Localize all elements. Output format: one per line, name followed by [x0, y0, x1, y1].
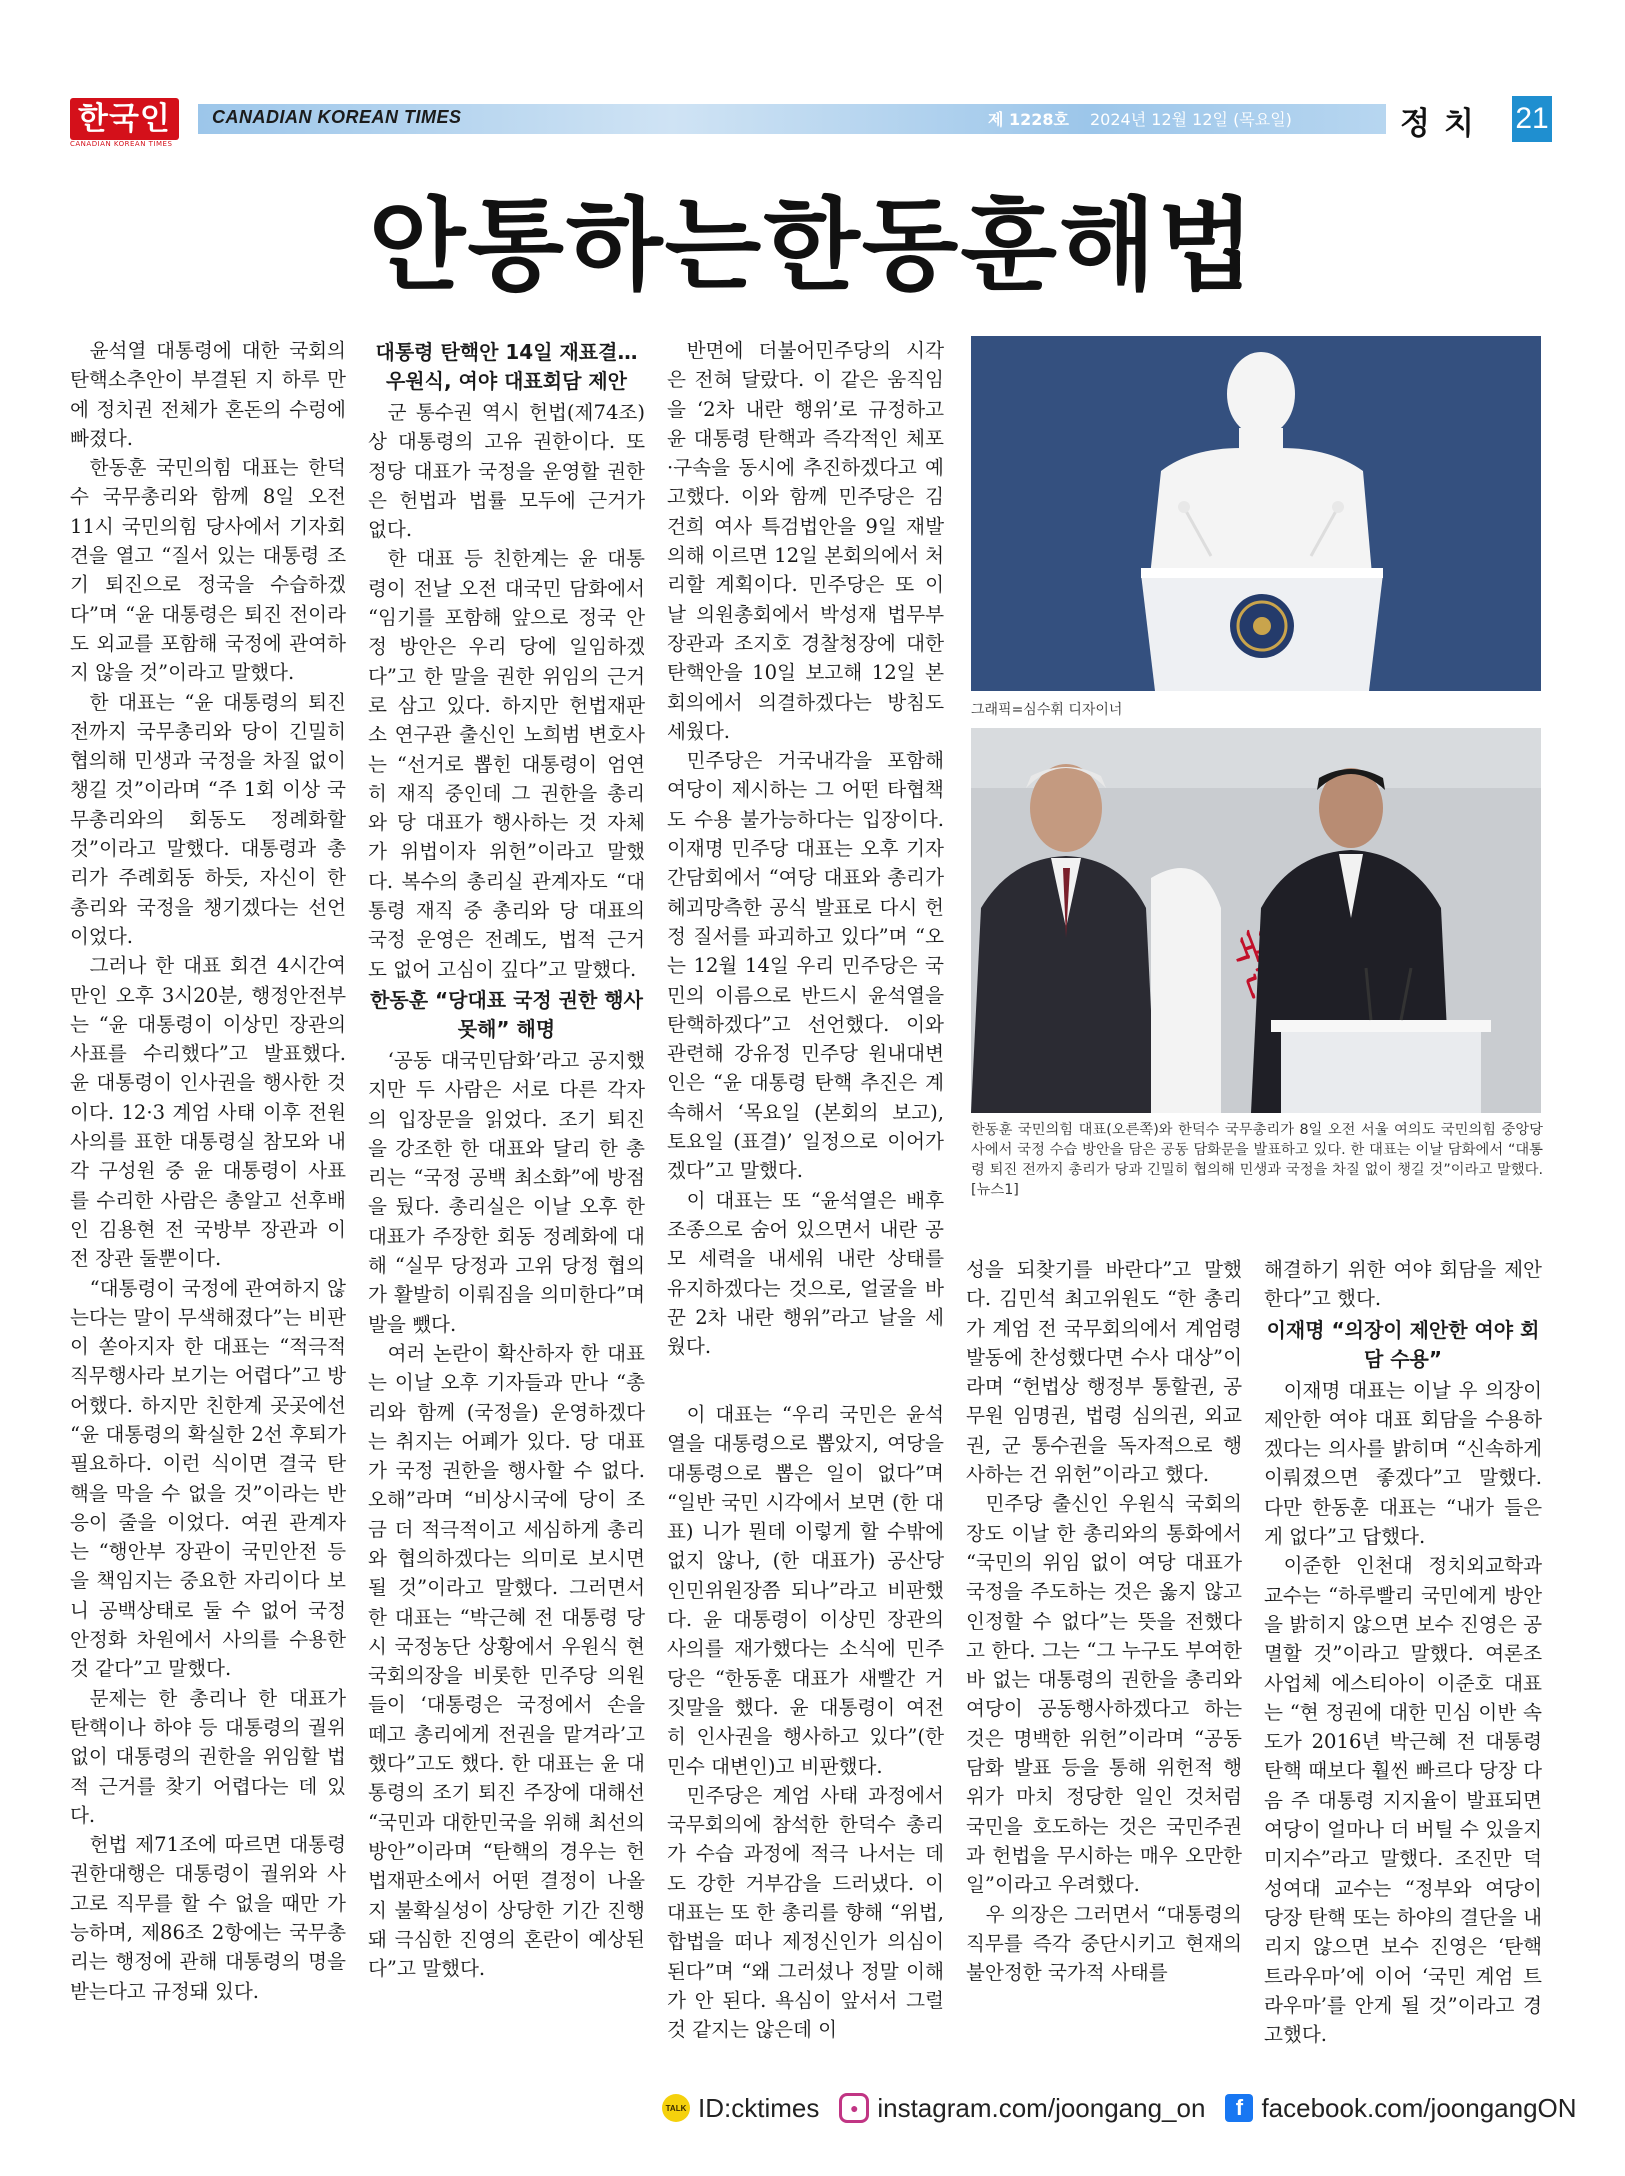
press-conference-scene [971, 728, 1541, 1113]
masthead [70, 96, 1560, 148]
brand-name: CANADIAN KOREAN TIMES [212, 107, 462, 127]
paragraph: 성을 되찾기를 바란다”고 말했다. 김민석 최고위원도 “한 총리가 계엄 전 국무회의에서 계엄령 발동에 찬성했다면 수사 대상”이라며 “헌법상 행정부 통할권, 공무원 임명권, 법령 심의권, 외교권, 군 통수권을 독자적으로 행사하는 건 위헌”이라고 했다. [966, 1258, 1242, 1487]
instagram-link[interactable]: instagram.com/joongang_on [877, 2092, 1206, 2123]
paragraph: 이재명 대표는 이날 우 의장이 제안한 여야 대표 회담을 수용하겠다는 의사를 밝히며 “신속하게 이뤄졌으면 좋겠다”고 말했다. 다만 한동훈 대표는 “내가 들은 게 없다”고 답했다. [1264, 1378, 1542, 1549]
paragraph: 우 의장은 그러면서 “대통령의 직무를 즉각 중단시키고 현재의 불안정한 국가적 사태를 [966, 1902, 1242, 1985]
article-column-1 [70, 336, 346, 2006]
paragraph: 윤석열 대통령에 대한 국회의 탄핵소추안이 부결된 지 하루 만에 정치권 전체가 혼돈의 수렁에 빠졌다. [70, 339, 346, 450]
paragraph: 이준한 인천대 정치외교학과 교수는 “하루빨리 국민에게 방안을 밝히지 않으면 보수 진영은 공멸할 것”이라고 말했다. 여론조사업체 에스티아이 이준호 대표는 “현 정권에 대한 민심 이반 속도가 2016년 박근혜 전 대통령 탄핵 때보다 훨씬 빠르다 당장 다음 주 대통령 지지율이 발표되면 여당이 얼마나 더 버틸 수 있을지 미지수”라고 말했다. 조진만 덕성여대 교수는 “정부와 여당이 당장 탄핵 또는 하야의 결단을 내리지 않으면 보수 진영은 ‘탄핵 트라우마’에 이어 ‘국민 계엄 트라우마’를 안게 될 것”이라고 경고했다. [1264, 1554, 1542, 2047]
paragraph: 여러 논란이 확산하자 한 대표는 이날 오후 기자들과 만나 “총리와 함께 (국정을) 운영하겠다는 취지는 어폐가 있다. 당 대표가 국정 권한을 행사할 수 없다. 오해”라며 “비상시국에 당이 조금 더 적극적이고 세심하게 총리와 협의하겠다는 의미로 보시면 될 것”이라고 말했다. 그러면서 한 대표는 “박근혜 전 대통령 당시 국정농단 상황에서 우원식 현 국회의장을 비롯한 민주당 의원들이 ‘대통령은 국정에서 손을 떼고 총리에게 전권을 맡겨라’고 했다”고도 했다. 한 대표는 윤 대통령의 조기 퇴진 주장에 대해선 “국민과 대한민국을 위해 최선의 방안”이라며 “탄핵의 경우는 헌법재판소에서 어떤 결정이 나올지 불확실성이 상당한 기간 진행돼 극심한 진영의 혼란이 예상된다”고 말했다. [368, 1341, 645, 1981]
article-column-3-bottom [667, 1400, 944, 2045]
subheading: 이재명 “의장이 제안한 여야 회담 수용” [1266, 1317, 1540, 1371]
paragraph: 반면에 더불어민주당의 시각은 전혀 달랐다. 이 같은 움직임을 ‘2차 내란 행위’로 규정하고 윤 대통령 탄핵과 즉각적인 체포·구속을 동시에 추진하겠다고 예고했다. 이와 함께 민주당은 김건희 여사 특검법안을 9일 재발의해 이르면 12일 본회의에서 처리할 계획이다. 민주당은 또 이날 의원총회에서 박성재 법무부 장관과 조지호 경찰청장에 대한 탄핵안을 10일 보고해 12일 본회의에서 의결하겠다는 방침도 세웠다. [667, 339, 944, 743]
logo-subtitle: CANADIAN KOREAN TIMES [70, 140, 173, 148]
newspaper-logo[interactable] [70, 96, 179, 142]
headline: 안통하는한동훈해법 [368, 187, 1257, 304]
paragraph: 민주당 출신인 우원식 국회의장도 이날 한 총리와의 통화에서 “국민의 위임 없이 여당 대표가 국정을 주도하는 것은 옳지 않고 인정할 수 없다”는 뜻을 전했다고 한다. 그는 “그 누구도 부여한 바 없는 대통령의 권한을 총리와 여당이 공동행사하겠다고 하는 것은 명백한 위헌”이라며 “공동담화 발표 등을 통해 위헌적 행위가 마치 정당한 일인 것처럼 국민을 호도하는 것은 국민주권과 헌법을 무시하는 매우 오만한 일”이라고 우려했다. [966, 1492, 1242, 1897]
paragraph: ‘공동 대국민담화’라고 공지했지만 두 사람은 서로 다른 각자의 입장문을 읽었다. 조기 퇴진을 강조한 한 대표와 달리 한 총리는 “국정 공백 최소화”에 방점을 뒀다. 총리실은 이날 오후 한 대표가 주장한 회동 정례화에 대해 “실무 당정과 고위 당정 협의가 활발히 이뤄짐을 의미한다”며 발을 뺐다. [368, 1048, 645, 1336]
article-column-3-top [667, 336, 944, 1361]
instagram-icon[interactable]: ● [839, 2093, 869, 2123]
facebook-link[interactable]: facebook.com/joongangON [1261, 2092, 1577, 2123]
article-column-4 [966, 1255, 1242, 1987]
subheading: 대통령 탄핵안 14일 재표결… 우원식, 여야 대표회담 제안 [375, 340, 638, 393]
silhouette-graphic [971, 336, 1541, 691]
kakao-id[interactable]: ID:cktimes [698, 2092, 820, 2123]
paragraph: 문제는 한 총리나 한 대표가 탄핵이나 하야 등 대통령의 궐위 없이 대통령의 권한을 위임할 법적 근거를 찾기 어렵다는 데 있다. [70, 1686, 346, 1827]
page-number: 21 [1512, 96, 1552, 142]
facebook-icon[interactable]: f [1225, 2094, 1253, 2122]
paragraph: 이 대표는 또 “윤석열은 배후 조종으로 숨어 있으면서 내란 공모 세력을 내세워 내란 상태를 유지하겠다는 것으로, 얼굴을 바꾼 2차 내란 행위”라고 날을 세웠다. [667, 1188, 944, 1359]
photo-caption: 한동훈 국민의힘 대표(오른쪽)와 한덕수 국무총리가 8일 오전 서울 여의도 국민의힘 중앙당사에서 국정 수습 방안을 담은 공동 담화문을 발표하고 있다. 한 대표는 이날 담화에서 “대통령 퇴진 전까지 총리가 당과 긴밀히 협의해 민생과 국정을 차질 없이 챙길 것”이라고 말했다. [뉴스1] [971, 1122, 1543, 1198]
paragraph: 한동훈 국민의힘 대표는 한덕수 국무총리와 함께 8일 오전 11시 국민의힘 당사에서 기자회견을 열고 “질서 있는 대통령 조기 퇴진으로 정국을 수습하겠다”며 “윤 대통령은 퇴진 전이라도 외교를 포함해 국정에 관여하지 않을 것”이라고 말했다. [70, 456, 346, 685]
paragraph: 민주당은 거국내각을 포함해 여당이 제시하는 그 어떤 타협책도 수용 불가능하다는 입장이다. 이재명 민주당 대표는 오후 기자간담회에서 “여당 대표와 총리가 헤괴망측한 공식 발표로 다시 헌정 질서를 파괴하고 있다”며 “오는 12월 14일 우리 민주당은 국민의 이름으로 반드시 윤석열을 탄핵하겠다”고 선언했다. 이와 관련해 강유정 민주당 원내대변인은 “윤 대통령 탄핵 추진은 계속해서 ‘목요일 (본회의 보고), 토요일 (표결)’ 일정으로 이어가겠다”고 말했다. [667, 749, 944, 1183]
paragraph: “대통령이 국정에 관여하지 않는다는 말이 무색해졌다”는 비판이 쏟아지자 한 대표는 “적극적 직무행사라 보기는 어렵다”고 방어했다. 하지만 친한계 곳곳에선 “윤 대통령의 확실한 2선 후퇴가 필요하다. 이런 식이면 결국 탄핵을 막을 수 없을 것”이라는 반응이 줄을 이었다. 여권 관계자는 “행안부 장관이 국민안전 등을 책임지는 중요한 자리이다 보니 공백상태로 둘 수 없어 국정안정화 차원에서 사의를 수용한 것 같다”고 말했다. [70, 1276, 346, 1681]
graphic-credit: 그래픽=심수휘 디자이너 [971, 702, 1123, 718]
subheading: 한동훈 “당대표 국정 권한 행사못해” 해명 [370, 987, 643, 1041]
paragraph: 민주당은 계엄 사태 과정에서 국무회의에 참석한 한덕수 총리가 수습 과정에 적극 나서는 데도 강한 거부감을 드러냈다. 이 대표는 또 한 총리를 향해 “위법, 합법을 떠나 제정신인가 의심이 된다”며 “왜 그러셨나 정말 이해가 안 된다. 욕심이 앞서서 그럴 것 같지는 않은데 이 [667, 1783, 944, 2042]
paragraph: 해결하기 위한 여야 회담을 제안한다”고 했다. [1264, 1258, 1542, 1311]
presidential-podium-illustration [971, 336, 1541, 691]
logo-text: 한국인 [70, 98, 179, 140]
issue-number: 제 1228호 [988, 110, 1070, 129]
issue-date: 2024년 12월 12일 (목요일) [1090, 110, 1292, 129]
paragraph: 이 대표는 “우리 국민은 윤석열을 대통령으로 뽑았지, 여당을 대통령으로 뽑은 일이 없다”며 “일반 국민 시각에서 보면 (한 대표) 니가 뭔데 이렇게 할 수밖에 없지 않나, (한 대표가) 공산당 인민위원장쯤 되나”라고 비판했다. 윤 대통령이 이상민 장관의 사의를 재가했다는 소식에 민주당은 “한동훈 대표가 새빨간 거짓말을 했다. 윤 대통령이 여전히 인사권을 행사하고 있다”(한민수 대변인)고 비판했다. [667, 1403, 944, 1778]
social-footer [662, 2092, 1597, 2124]
article-column-2 [368, 336, 645, 1983]
paragraph: 한 대표 등 친한계는 윤 대통령이 전날 오전 대국민 담화에서 “임기를 포함해 앞으로 정국 안정 방안은 우리 당에 일임하겠다”고 한 말을 권한 위임의 근거로 삼고 있다. 하지만 헌법재판소 연구관 출신인 노희범 변호사는 “선거로 뽑힌 대통령이 엄연히 재직 중인데 그 권한을 총리와 당 대표가 행사하는 것 자체가 위법이자 위헌”이라고 말했다. 복수의 총리실 관계자도 “대통령 재직 중 총리와 당 대표의 국정 운영은 전례도, 법적 근거도 없어 고심이 깊다”고 말했다. [368, 547, 645, 981]
section-name: 정치 [1400, 106, 1488, 142]
press-conference-photo [971, 728, 1541, 1113]
paragraph: 그러나 한 대표 회견 4시간여 만인 오후 3시20분, 행정안전부는 “윤 대통령이 이상민 장관의 사표를 수리했다”고 발표했다. 윤 대통령이 인사권을 행사한 것이다. 12·3 계엄 사태 이후 전원 사의를 표한 대통령실 참모와 내각 구성원 중 윤 대통령이 사표를 수리한 사람은 총알고 선후배인 김용현 전 국방부 장관과 이 전 장관 둘뿐이다. [70, 954, 346, 1271]
article-column-5 [1264, 1255, 1542, 2049]
paragraph: 헌법 제71조에 따르면 대통령 권한대행은 대통령이 궐위와 사고로 직무를 할 수 없을 때만 가능하며, 제86조 2항에는 국무총리는 행정에 관해 대통령의 명을 받는다고 규정돼 있다. [70, 1833, 346, 2003]
kakao-talk-icon[interactable]: TALK [662, 2094, 690, 2122]
paragraph: 군 통수권 역시 헌법(제74조)상 대통령의 고유 권한이다. 또 정당 대표가 국정을 운영할 권한은 헌법과 법률 모두에 근거가 없다. [368, 401, 645, 542]
paragraph: 한 대표는 “윤 대통령의 퇴진 전까지 국무총리와 당이 긴밀히 협의해 민생과 국정을 차질 없이 챙길 것”이라며 “주 1회 이상 국무총리와의 회동도 정례화할 것”이라고 말했다. 대통령과 총리가 주례회동 하듯, 자신이 한 총리와 국정을 챙기겠다는 선언이었다. [70, 690, 346, 948]
